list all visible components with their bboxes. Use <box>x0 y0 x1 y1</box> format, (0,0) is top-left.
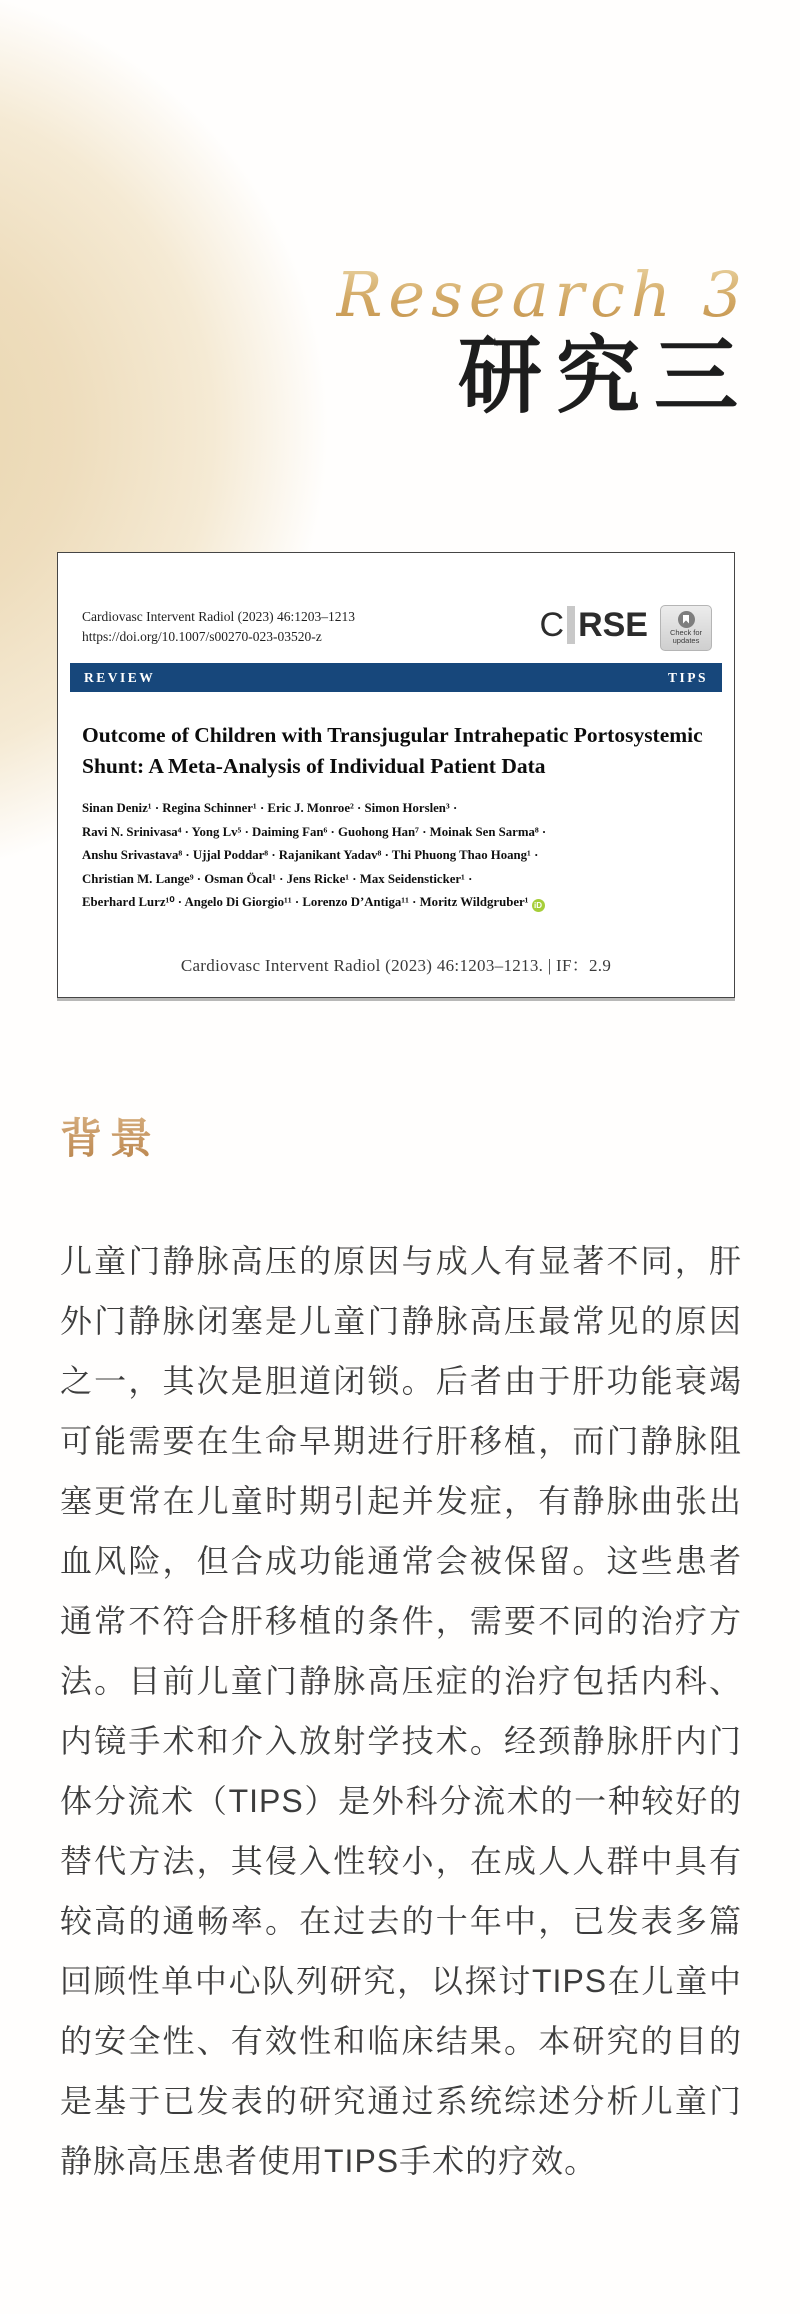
doi-line: https://doi.org/10.1007/s00270-023-03520-z <box>82 629 322 644</box>
cirse-logo-c: C <box>539 605 565 644</box>
author-line: Christian M. Lange⁹ · Osman Öcal¹ · Jens Ricke¹ · Max Seidensticker¹ · <box>82 871 473 886</box>
paper-title: Outcome of Children with Transjugular Intrahepatic Portosystemic Shunt: A Meta-Analysis of Individual Patient Data <box>82 723 703 778</box>
author-line: Ravi N. Srinivasa⁴ · Yong Lv⁵ · Daiming Fan⁶ · Guohong Han⁷ · Moinak Sen Sarma⁸ · <box>82 824 547 839</box>
orcid-icon: iD <box>532 899 545 912</box>
journal-line: Cardiovasc Intervent Radiol (2023) 46:1203–1213 <box>82 609 355 624</box>
cirse-logo-rse: RSE <box>578 605 648 644</box>
banner-tips-label: TIPS <box>667 669 708 685</box>
section-heading-background: 背景 <box>60 1117 161 1163</box>
bookmark-icon <box>683 615 689 624</box>
body-paragraph: 儿童门静脉高压的原因与成人有显著不同，肝外门静脉闭塞是儿童门静脉高压最常见的原因之一，其次是胆道闭锁。后者由于肝功能衰竭可能需要在生命早期进行肝移植，而门静脉阻塞更常在儿童时期引起并发症，有静脉曲张出血风险，但合成功能通常会被保留。这些患者通常不符合肝移植的条件，需要不同的治疗方法。目前儿童门静脉高压症的治疗包括内科、内镜手术和介入放射学技术。经颈静脉肝内门体分流术（TIPS）是外科分流术的一种较好的替代方法，其侵入性较小，在成人人群中具有较高的通畅率。在过去的十年中，已发表多篇回顾性单中心队列研究，以探讨TIPS在儿童中的安全性、有效性和临床结果。本研究的目的是基于已发表的研究通过系统综述分析儿童门静脉高压患者使用TIPS手术的疗效。 <box>60 1243 742 2179</box>
check-for-updates-badge <box>660 605 712 651</box>
check-updates-label: Check for updates <box>669 627 703 645</box>
header-script-title: Research 3 <box>335 258 748 331</box>
cirse-logo <box>540 605 648 645</box>
bookmark-circle-icon <box>678 611 695 628</box>
author-line: Eberhard Lurz¹⁰ · Angelo Di Giorgio¹¹ · Lorenzo D’Antiga¹¹ · Moritz Wildgruber¹ iD <box>82 891 710 915</box>
banner-review-label: REVIEW <box>84 669 156 685</box>
review-banner <box>70 663 722 692</box>
author-line: Sinan Deniz¹ · Regina Schinner¹ · Eric J. Monroe² · Simon Horslen³ · <box>82 801 458 815</box>
author-list <box>82 797 710 915</box>
journal-info <box>82 607 355 647</box>
author-line: Anshu Srivastava⁸ · Ujjal Poddar⁸ · Rajanikant Yadav⁸ · Thi Phuong Thao Hoang¹ · <box>82 848 539 862</box>
citation-line: Cardiovasc Intervent Radiol (2023) 46:1203–1213. | IF：2.9 <box>180 955 612 975</box>
paper-card <box>57 552 735 998</box>
cirse-logo-ibar-icon <box>567 606 575 644</box>
paper-header-row <box>82 607 712 651</box>
header-cn-title: 研究三 <box>457 331 752 424</box>
logo-row <box>540 605 712 651</box>
